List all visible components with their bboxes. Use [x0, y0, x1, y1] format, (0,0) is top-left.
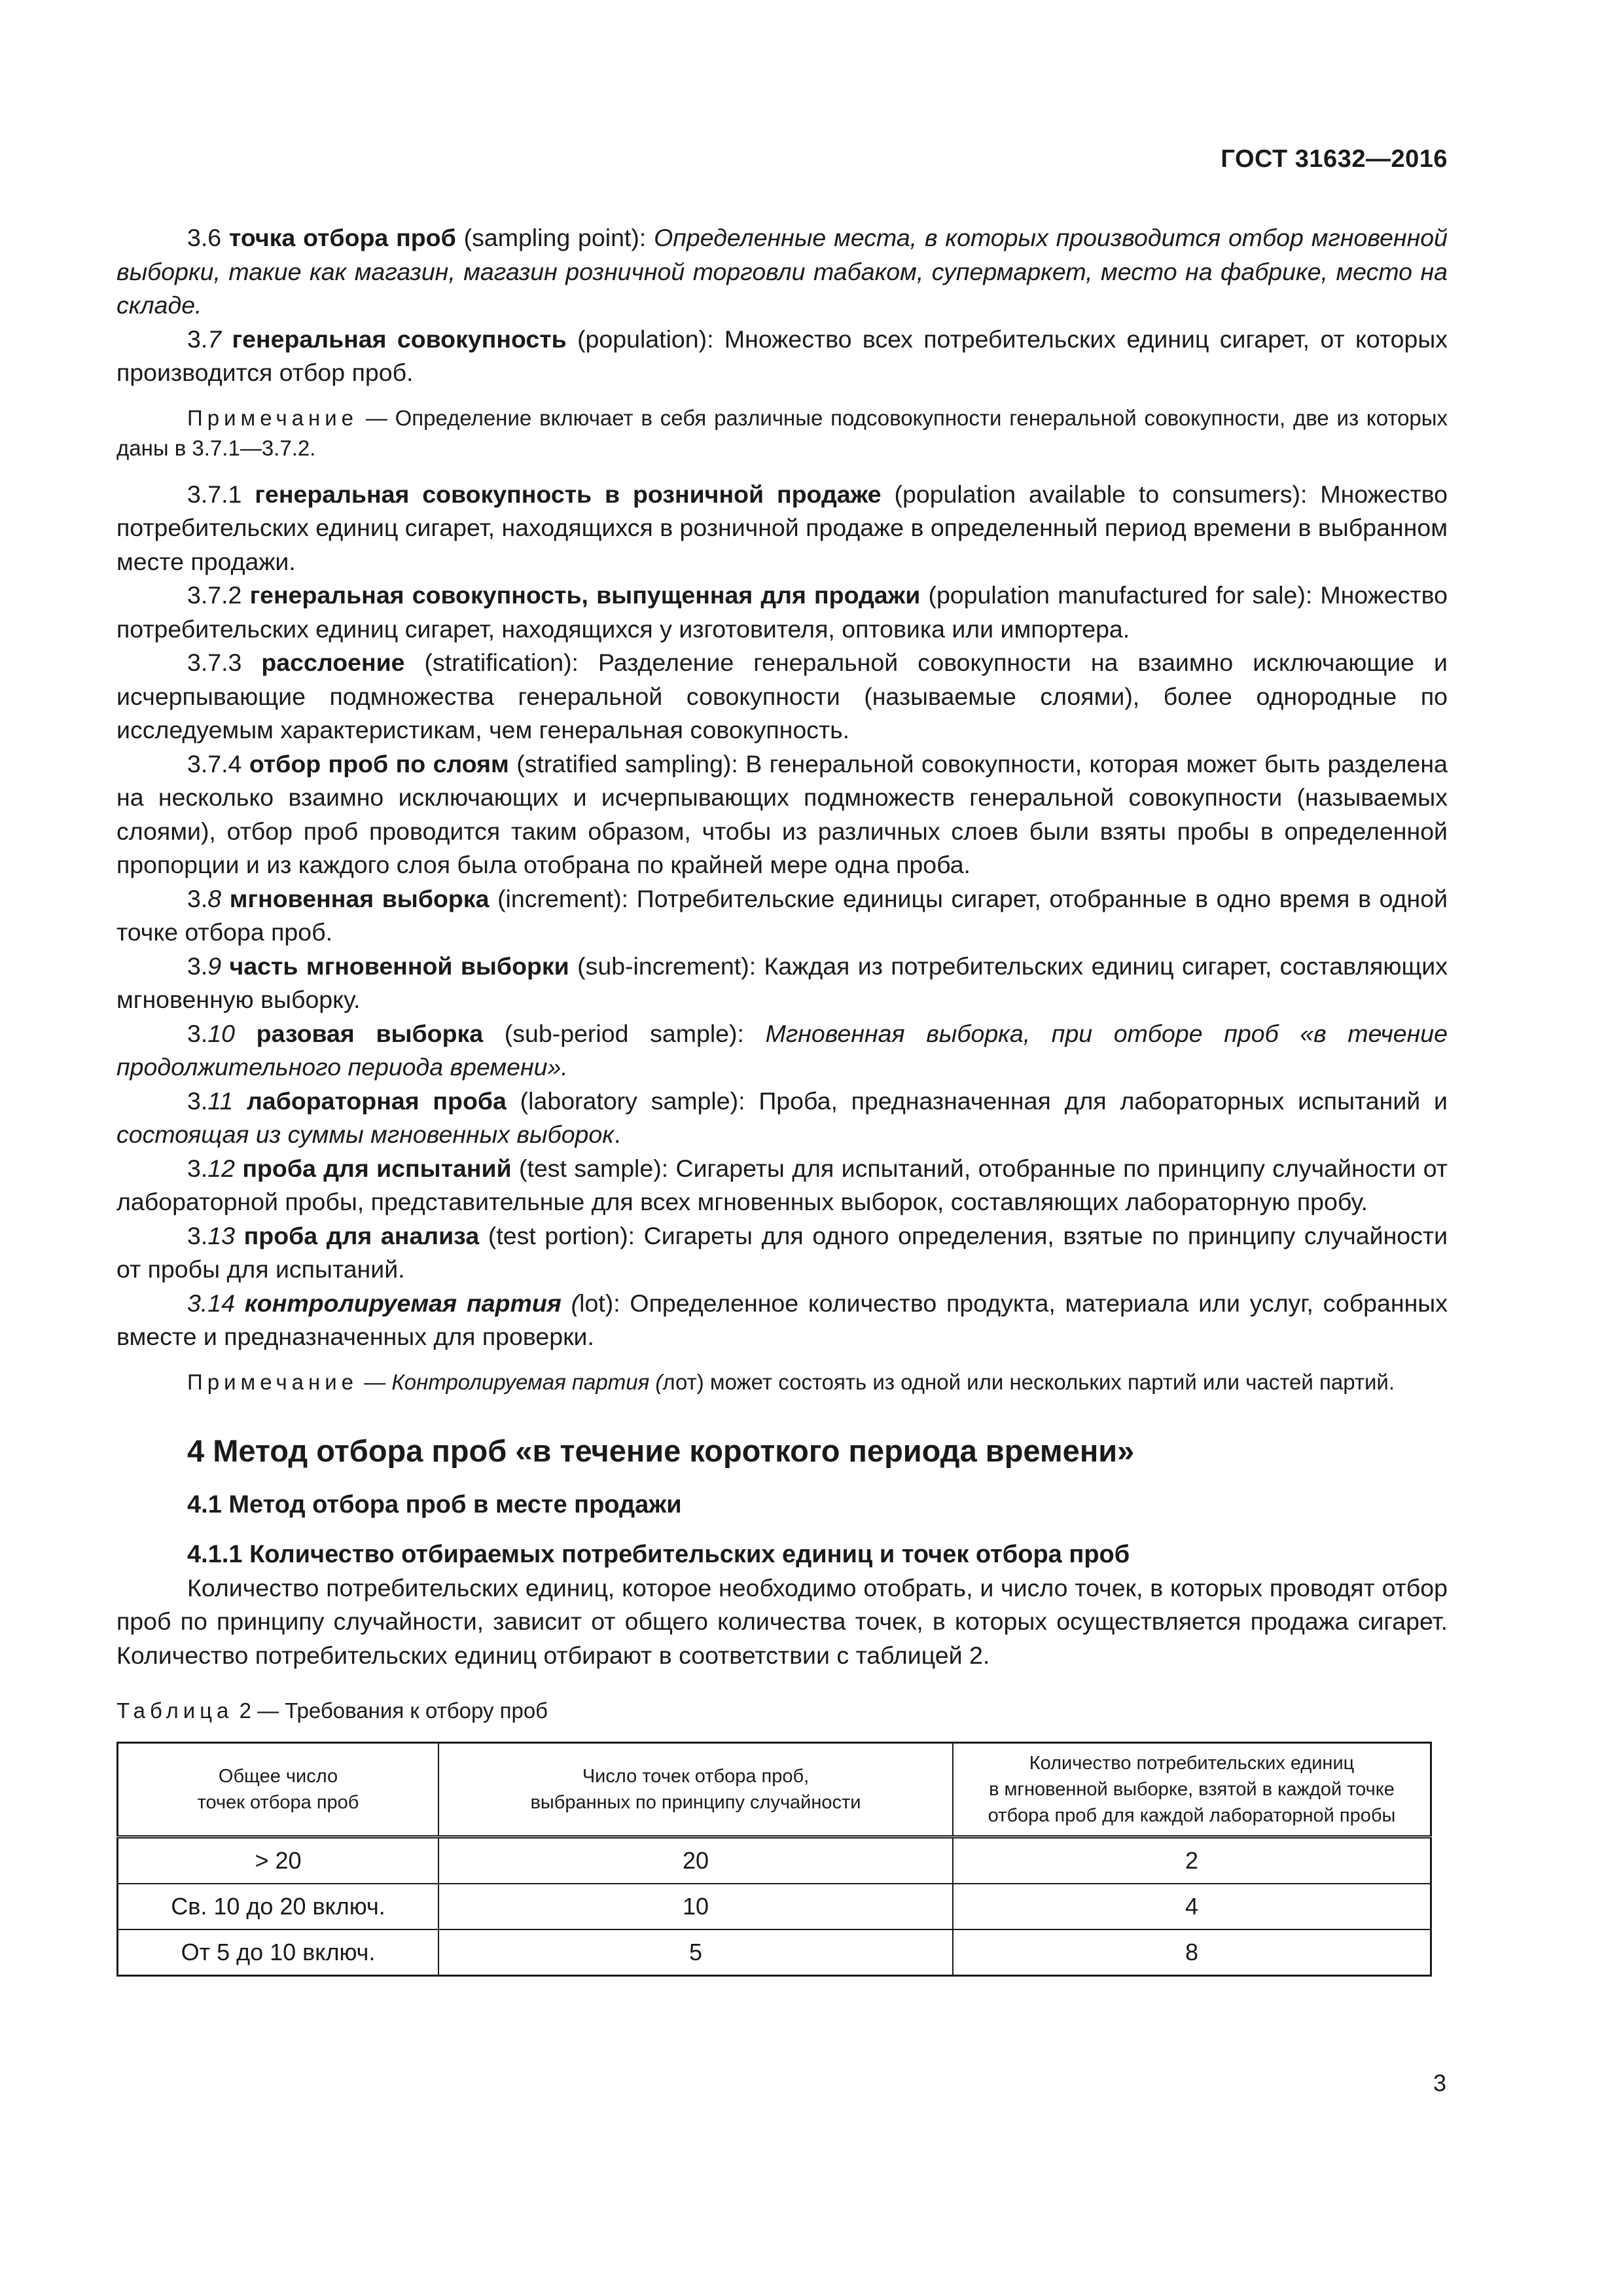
term-english: (population): [577, 325, 714, 353]
term: генеральная совокупность в розничной продаже [255, 480, 882, 508]
clause-number-italic: 11 [207, 1086, 234, 1115]
term: мгновенная выборка [229, 884, 490, 912]
definition-3-7 [116, 323, 1448, 390]
clause-number: 3.14 [187, 1289, 235, 1317]
note-1 [116, 403, 1448, 463]
note-label: Примечание [187, 405, 359, 430]
table-cell: 8 [953, 1929, 1431, 1976]
table-caption-label: Таблица [116, 1698, 234, 1723]
definition-3-11: 3.11 лабораторная проба (laboratory sample): Проба, предназначенная для лабораторных испытаний и состоящая из суммы мгновенных выборок. [116, 1086, 1448, 1148]
definition-3-8 [116, 882, 1448, 950]
clause-number: 3. [187, 325, 208, 353]
term: контролируемая партия [244, 1289, 562, 1317]
table-cell: От 5 до 10 включ. [118, 1929, 439, 1976]
note-text: лот) может состоять из одной или нескольких партий или частей партий. [662, 1369, 1395, 1394]
definition-text: Проба, предназначенная для лабораторных испытаний и [758, 1086, 1448, 1115]
term-english: (sampling point): [463, 224, 647, 251]
term-english: (stratified sampling): [516, 749, 738, 778]
clause-number: 3.7.2 [187, 581, 242, 609]
term-english: (sub-period sample): [504, 1019, 744, 1047]
clause-number: 3.7.4 [187, 749, 242, 778]
term: проба для анализа [243, 1221, 480, 1249]
definition-3-7-1 [116, 478, 1448, 579]
clause-number: 3. [187, 1154, 208, 1182]
term-english: (population available to consumers): [894, 480, 1308, 508]
term-english: (test sample): [519, 1154, 669, 1182]
clause-number: 3. [187, 952, 208, 980]
term-english: (test portion): [488, 1221, 635, 1249]
term: расслоение [261, 649, 405, 676]
section-4-1-1-title: 4.1.1 Количество отбираемых потребительских единиц и точек отбора проб [187, 1540, 1130, 1568]
table-cell: 2 [953, 1837, 1431, 1884]
table-row [118, 1929, 1431, 1976]
clause-number: 3.7.3 [187, 649, 242, 676]
term: разовая выборка [256, 1019, 484, 1047]
note-dash: — [364, 1369, 386, 1394]
note-text: — Определение включает в себя различные подсовокупности генеральной совокупности, две из которых даны в 3.7.1—3.7.2. [116, 405, 1448, 460]
term-english: lot): [579, 1289, 620, 1317]
clause-number-italic: 10 [207, 1019, 235, 1047]
clause-number: 3. [187, 884, 208, 912]
table-row [118, 1884, 1431, 1929]
definition-text: Множество потребительских единиц сигарет, находящихся у изготовителя, оптовика или импортера. [116, 581, 1448, 643]
definition-text: Каждая из потребительских единиц сигарет, составляющих мгновенную выборку. [116, 952, 1448, 1013]
table-cell: 4 [953, 1884, 1431, 1929]
table-cell: > 20 [118, 1837, 439, 1884]
clause-number: 3. [187, 1086, 208, 1115]
table-cell: 20 [438, 1837, 953, 1884]
document-code: ГОСТ 31632—2016 [1221, 145, 1448, 173]
clause-number-italic: 8 [207, 884, 222, 912]
definition-3-10 [116, 1017, 1448, 1085]
definition-3-7-4 [116, 747, 1448, 882]
note-paren: ( [655, 1369, 663, 1394]
definition-text: Определенные места, в которых производится отбор мгновенной выборки, такие как магазин, магазин розничной торговли табаком, супермаркет, место на фабрике, место на складе. [116, 224, 1448, 319]
term: генеральная совокупность, выпущенная для продажи [249, 581, 921, 609]
definition-text: Множество всех потребительских единиц сигарет, от которых производится отбор проб. [116, 325, 1448, 386]
clause-number: 3.6 [187, 224, 222, 251]
definition-3-6 [116, 221, 1448, 323]
term: точка отбора проб [229, 224, 456, 251]
section-4-1-1-text: Количество потребительских единиц, которое необходимо отобрать, и число точек, в которых проводят отбор проб по принципу случайности, зависит от общего количества точек, в которых осуществляется продажа сигарет. Количество потребительских единиц отбирают в соответствии с таблицей 2. [116, 1573, 1448, 1669]
table-header-row [118, 1743, 1431, 1837]
clause-number-italic: 9 [207, 952, 222, 980]
section-4-1-title: 4.1 Метод отбора проб в месте продажи [187, 1490, 682, 1518]
definition-text: Сигареты для испытаний, отобранные по принципу случайности от лабораторной пробы, представительные для всех мгновенных выборок, составляющих лабораторную пробу. [116, 1154, 1448, 1215]
requirements-table [116, 1742, 1432, 1977]
document-body [116, 221, 1448, 1977]
term-english: (population manufactured for sale): [928, 581, 1313, 609]
term-english: (sub-increment): [577, 952, 757, 980]
term: проба для испытаний [242, 1154, 512, 1182]
clause-number-italic: 13 [207, 1221, 235, 1249]
section-4-title: 4 Метод отбора проб «в течение короткого периода времени» [187, 1433, 1135, 1468]
term: отбор проб по слоям [249, 749, 509, 778]
column-header-random-points: Число точек отбора проб, выбранных по принципу случайности [438, 1743, 953, 1837]
note-label: Примечание [187, 1369, 359, 1394]
column-header-total-points: Общее число точек отбора проб [118, 1743, 439, 1837]
definition-text: Определенное количество продукта, материала или услуг, собранных вместе и предназначенных для проверки. [116, 1289, 1448, 1350]
definition-text-italic: состоящая из суммы мгновенных выборок [116, 1121, 614, 1148]
definition-text: Потребительские единицы сигарет, отобранные в одно время в одной точке отбора проб. [116, 884, 1448, 946]
term: генеральная совокупность [232, 325, 567, 353]
note-term: Контролируемая партия [391, 1369, 650, 1394]
definition-3-14 [116, 1287, 1448, 1354]
term-english: (laboratory sample): [520, 1086, 745, 1115]
column-header-units-per-increment: Количество потребительских единиц в мгновенной выборке, взятой в каждой точке отбора проб для каждой лабораторной пробы [953, 1743, 1431, 1837]
clause-number-italic: 7 [207, 325, 222, 353]
clause-number: 3. [187, 1019, 208, 1047]
term: часть мгновенной выборки [229, 952, 569, 980]
definition-3-7-2 [116, 579, 1448, 646]
table-cell: 10 [438, 1884, 953, 1929]
table-cell: 5 [438, 1929, 953, 1976]
table-row [118, 1837, 1431, 1884]
table-cell: Св. 10 до 20 включ. [118, 1884, 439, 1929]
table-caption [116, 1696, 1448, 1726]
definition-text: Разделение генеральной совокупности на взаимно исключающие и исчерпывающие подмножества генеральной совокупности (называемые слоями), более однородные по исследуемым характеристикам, чем генеральная совокупность. [116, 649, 1448, 744]
definition-3-7-3 [116, 646, 1448, 747]
clause-number-italic: 12 [207, 1154, 235, 1182]
definition-text: Сигареты для одного определения, взятые по принципу случайности от пробы для испытаний. [116, 1221, 1448, 1283]
term-english: (increment): [497, 884, 629, 912]
clause-number: 3. [187, 1221, 208, 1249]
term: лабораторная проба [247, 1086, 507, 1115]
term-english-paren: ( [571, 1289, 580, 1317]
definition-3-13 [116, 1219, 1448, 1287]
definition-text: Мгновенная выборка, при отборе проб «в течение продолжительного периода времени». [116, 1019, 1448, 1081]
page-number: 3 [1433, 2070, 1446, 2096]
definition-3-12 [116, 1152, 1448, 1219]
clause-number: 3.7.1 [187, 480, 242, 508]
note-2 [116, 1367, 1448, 1397]
definition-text: В генеральной совокупности, которая может быть разделена на несколько взаимно исключающих и исчерпывающих подмножеств генеральной совокупности (называемых слоями), отбор проб проводится таким образом, чтобы из различных слоев были взяты пробы в определенной пропорции и из каждого слоя была отобрана по крайней мере одна проба. [116, 749, 1448, 878]
definition-text: Множество потребительских единиц сигарет, находящихся в розничной продаже в определенный период времени в выбранном месте продажи. [116, 480, 1448, 575]
definition-3-9 [116, 950, 1448, 1017]
table-caption-text: 2 — Требования к отбору проб [239, 1698, 548, 1723]
term-english: (stratification): [424, 649, 579, 676]
